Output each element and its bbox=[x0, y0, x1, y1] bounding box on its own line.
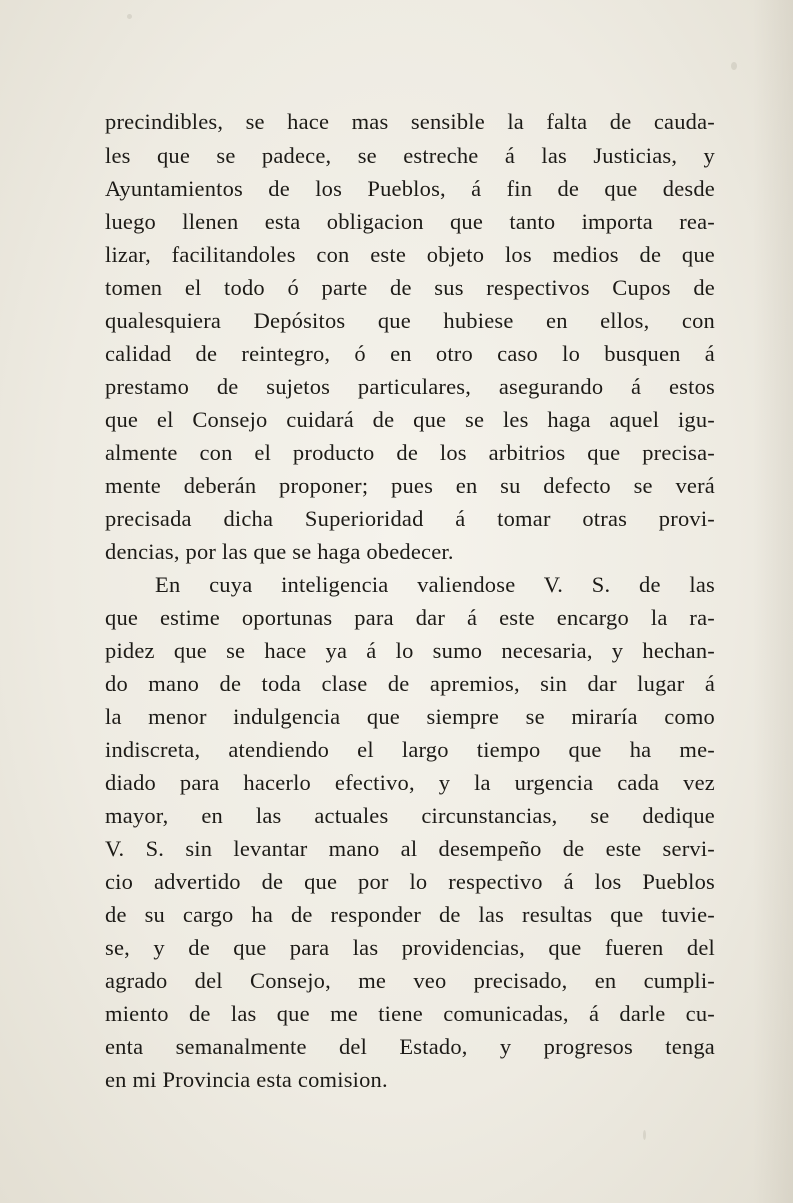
text-line: diado para hacerlo efectivo, y la urgencia cada vez bbox=[105, 770, 715, 795]
text-line: enta semanalmente del Estado, y progresos tenga bbox=[105, 1034, 715, 1059]
page-edge-shadow bbox=[753, 0, 793, 1203]
text-line: luego llenen esta obligacion que tanto importa rea- bbox=[105, 209, 715, 234]
text-line: qualesquiera Depósitos que hubiese en ellos, con bbox=[105, 308, 715, 333]
text-line: precisada dicha Superioridad á tomar otras provi- bbox=[105, 506, 715, 531]
text-line: Ayuntamientos de los Pueblos, á fin de que desde bbox=[105, 176, 715, 201]
text-line: pidez que se hace ya á lo sumo necesaria, y hechan- bbox=[105, 638, 715, 663]
text-line: la menor indulgencia que siempre se miraría como bbox=[105, 704, 715, 729]
ink-spot bbox=[127, 14, 132, 19]
text-line: tomen el todo ó parte de sus respectivos Cupos de bbox=[105, 275, 715, 300]
text-line: dencias, por las que se haga obedecer. bbox=[105, 539, 454, 564]
text-line: lizar, facilitandoles con este objeto los medios de que bbox=[105, 242, 715, 267]
text-line: cio advertido de que por lo respectivo á los Pueblos bbox=[105, 869, 715, 894]
text-line: agrado del Consejo, me veo precisado, en cumpli- bbox=[105, 968, 715, 993]
text-line: V. S. sin levantar mano al desempeño de este servi- bbox=[105, 836, 715, 861]
text-line: de su cargo ha de responder de las resultas que tuvie- bbox=[105, 902, 715, 927]
text-line: mente deberán proponer; pues en su defecto se verá bbox=[105, 473, 715, 498]
text-line: do mano de toda clase de apremios, sin dar lugar á bbox=[105, 671, 715, 696]
text-line: les que se padece, se estreche á las Justicias, y bbox=[105, 143, 715, 168]
ink-spot bbox=[643, 1130, 646, 1140]
text-line: indiscreta, atendiendo el largo tiempo que ha me- bbox=[105, 737, 715, 762]
text-line: que el Consejo cuidará de que se les haga aquel igu- bbox=[105, 407, 715, 432]
text-line: mayor, en las actuales circunstancias, se dedique bbox=[105, 803, 715, 828]
text-line: prestamo de sujetos particulares, asegurando á estos bbox=[105, 374, 715, 399]
text-line: en mi Provincia esta comision. bbox=[105, 1067, 388, 1092]
text-line: almente con el producto de los arbitrios que precisa- bbox=[105, 440, 715, 465]
text-line: calidad de reintegro, ó en otro caso lo busquen á bbox=[105, 341, 715, 366]
text-line: que estime oportunas para dar á este encargo la ra- bbox=[105, 605, 715, 630]
text-line: se, y de que para las providencias, que fueren del bbox=[105, 935, 715, 960]
text-line: miento de las que me tiene comunicadas, á darle cu- bbox=[105, 1001, 715, 1026]
ink-spot bbox=[731, 62, 737, 70]
text-line-paragraph-start: En cuya inteligencia valiendose V. S. de las bbox=[155, 572, 715, 597]
text-line: precindibles, se hace mas sensible la falta de cauda- bbox=[105, 109, 715, 134]
